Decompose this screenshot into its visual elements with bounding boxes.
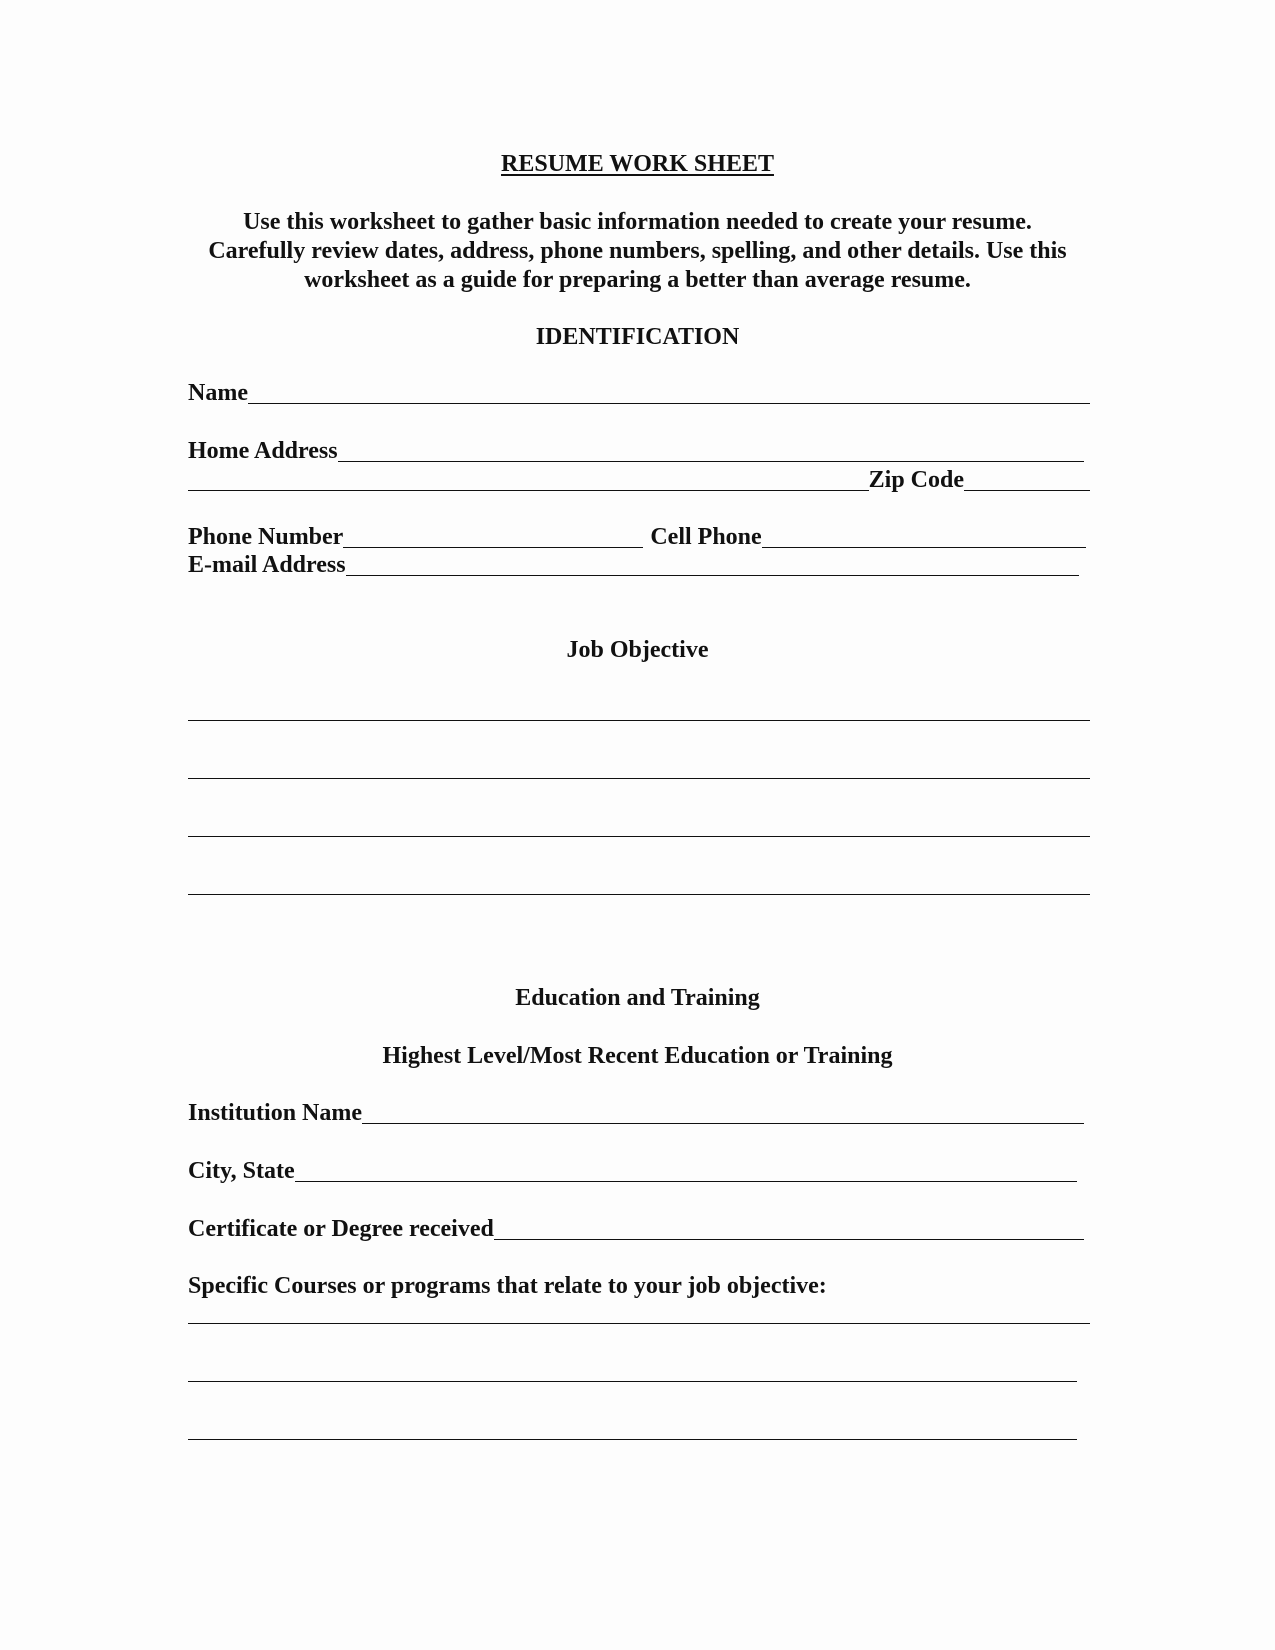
education-subheading: Highest Level/Most Recent Education or Training	[382, 1043, 893, 1069]
phone-number-label: Phone Number	[188, 524, 344, 550]
email-field[interactable]	[346, 551, 1079, 576]
courses-line-3[interactable]	[188, 1439, 1077, 1440]
home-address-field[interactable]	[338, 437, 1084, 462]
phone-row	[188, 523, 1086, 551]
job-objective-heading: Job Objective	[566, 637, 709, 663]
certificate-label: Certificate or Degree received	[188, 1216, 494, 1242]
job-objective-line-4[interactable]	[188, 894, 1090, 895]
home-address-row	[188, 437, 1084, 465]
home-address-label: Home Address	[188, 438, 338, 464]
email-label: E-mail Address	[188, 552, 346, 578]
institution-label: Institution Name	[188, 1100, 363, 1126]
name-label: Name	[188, 380, 248, 406]
city-state-label: City, State	[188, 1158, 295, 1184]
name-row	[188, 379, 1090, 407]
certificate-field[interactable]	[494, 1215, 1084, 1240]
phone-number-field[interactable]	[343, 523, 643, 548]
courses-label: Specific Courses or programs that relate to your job objective:	[188, 1273, 827, 1299]
institution-row	[188, 1099, 1084, 1127]
address-line-2-field[interactable]	[188, 466, 869, 491]
name-field[interactable]	[248, 379, 1090, 404]
page-title: RESUME WORK SHEET	[501, 151, 774, 177]
identification-heading: IDENTIFICATION	[535, 324, 740, 350]
city-state-field[interactable]	[295, 1157, 1077, 1182]
education-heading: Education and Training	[515, 985, 760, 1011]
courses-line-2[interactable]	[188, 1381, 1077, 1382]
job-objective-line-2[interactable]	[188, 778, 1090, 779]
city-state-row	[188, 1157, 1077, 1185]
zip-code-label: Zip Code	[868, 467, 964, 493]
job-objective-line-1[interactable]	[188, 720, 1090, 721]
cell-phone-label: Cell Phone	[650, 524, 762, 550]
intro-line-3: worksheet as a guide for preparing a better than average resume.	[304, 267, 971, 293]
zip-code-field[interactable]	[964, 466, 1090, 491]
intro-line-1: Use this worksheet to gather basic information needed to create your resume.	[243, 209, 1032, 235]
institution-field[interactable]	[362, 1099, 1084, 1124]
courses-line-1[interactable]	[188, 1323, 1090, 1324]
cell-phone-field[interactable]	[762, 523, 1086, 548]
job-objective-line-3[interactable]	[188, 836, 1090, 837]
intro-line-2: Carefully review dates, address, phone numbers, spelling, and other details. Use this	[208, 238, 1067, 264]
certificate-row	[188, 1215, 1084, 1243]
zip-code-row	[188, 466, 1090, 494]
email-row	[188, 551, 1079, 579]
